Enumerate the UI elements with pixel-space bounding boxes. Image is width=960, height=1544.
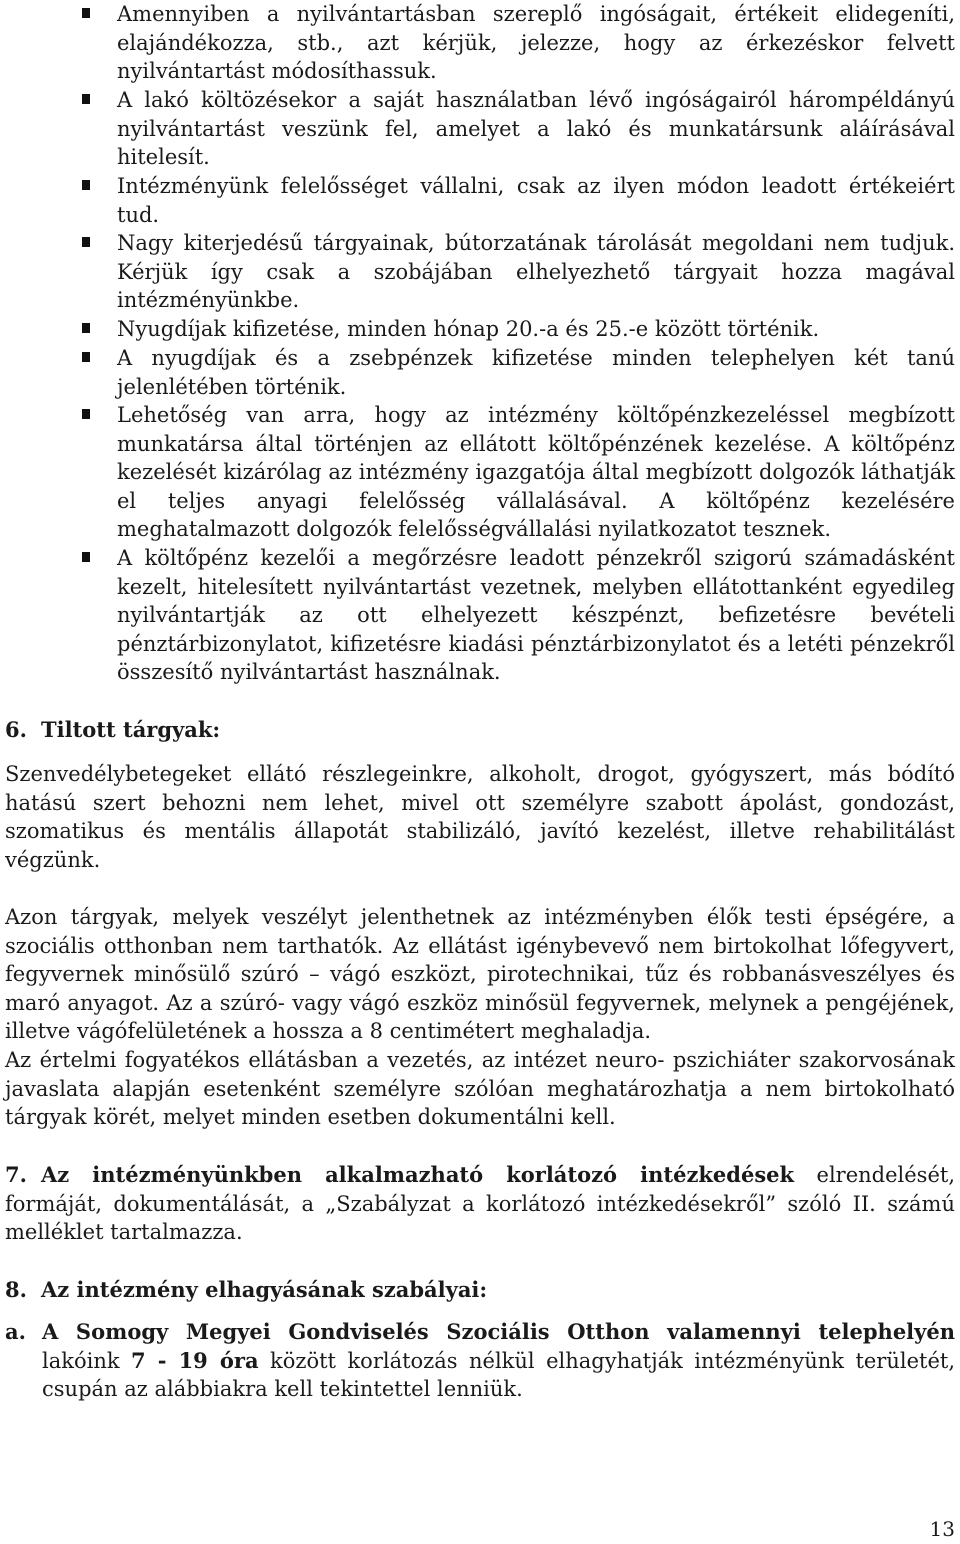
paragraph: Az értelmi fogyatékos ellátásban a vezetés, az intézet neuro- pszichiáter szakorvosának javaslata alapján esetenként személyre szólóan meghatározhatja a nem birtokolható tárgyak körét, melyet minden esetben dokumentálni kell. (5, 1048, 955, 1130)
sub-item-label: a. (5, 1319, 26, 1344)
bold-text: A Somogy Megyei Gondviselés Szociális Otthon valamennyi telephelyén (42, 1319, 955, 1344)
bullet-text: A lakó költözésekor a saját használatban lévő ingóságairól hárompéldányú nyilvántartást veszünk fel, amelyet a lakó és munkatársunk aláírásával hitelesít. (117, 88, 955, 170)
list-item (82, 315, 955, 344)
sub-item-text (42, 1318, 955, 1404)
list-item (82, 544, 955, 687)
list-item (82, 0, 955, 86)
square-bullet-icon (82, 323, 90, 333)
section-number: 6. (5, 717, 27, 742)
paragraph: Szenvedélybetegeket ellátó részlegeinkre, alkoholt, drogot, gyógyszert, más bódító hatású szert behozni nem lehet, mivel ott személyre szabott ápolást, gondozást, szomatikus és mentális állapotát stabilizáló, javító kezelést, illetve rehabilitálást végzünk. (5, 762, 955, 872)
section-6-heading (5, 716, 955, 745)
square-bullet-icon (82, 8, 90, 18)
section-number: 7. (5, 1162, 27, 1187)
section-text: elrendelését, formáját, dokumentálását, a „Szabályzat a korlátozó intézkedésekről” szóló II. számú melléklet tartalmazza. (5, 1163, 955, 1245)
bullet-text: Lehetőség van arra, hogy az intézmény költőpénzkezeléssel megbízott munkatársa által történjen az ellátott költőpénzének kezelése. A költőpénz kezelését kizárólag az intézmény igazgatója által megbízott dolgozók láthatják el teljes anyagi felelősség vállalásával. A költőpénz kezelésére meghatalmazott dolgozók felelősségvállalási nyilatkozatot tesznek. (117, 403, 955, 542)
bold-text: 7 - 19 óra (131, 1347, 259, 1373)
square-bullet-icon (82, 180, 90, 190)
bullet-text: A nyugdíjak és a zsebpénzek kifizetése minden telephelyen két tanú jelenlétében történik. (117, 346, 955, 399)
text: lakóink (42, 1348, 132, 1373)
section-title: Az intézményünkben alkalmazható korlátozó intézkedések (41, 1162, 795, 1187)
square-bullet-icon (82, 352, 90, 362)
bullet-text: Nagy kiterjedésű tárgyainak, bútorzatának tárolását megoldani nem tudjuk. Kérjük így csak a szobájában elhelyezhető tárgyait hozza magával intézményünkbe. (117, 231, 955, 313)
list-item (82, 401, 955, 544)
bullet-text: Intézményünk felelősséget vállalni, csak az ilyen módon leadott értékeiért tud. (117, 174, 955, 227)
section-title: Az intézmény elhagyásának szabályai: (41, 1277, 488, 1302)
list-item (82, 344, 955, 401)
square-bullet-icon (82, 237, 90, 247)
section-number: 8. (5, 1277, 27, 1302)
square-bullet-icon (82, 94, 90, 104)
list-item (82, 172, 955, 229)
sub-item (5, 1318, 955, 1404)
list-item (82, 86, 955, 172)
bullet-text: Nyugdíjak kifizetése, minden hónap 20.-a és 25.-e között történik. (117, 317, 820, 341)
bullet-text: A költőpénz kezelői a megőrzésre leadott pénzekről szigorú számadásként kezelt, hitelesített nyilvántartást vezetnek, melyben ellátottanként egyedileg nyilvántartják az ott elhelyezett készpénzt, befizetésre bevételi pénztárbizonylatot, kifizetésre kiadási pénztárbizonylatot és a letéti pénzekről összesítő nyilvántartást használnak. (117, 546, 955, 685)
paragraph: Azon tárgyak, melyek veszélyt jelenthetnek az intézményben élők testi épségére, a szociális otthonban nem tarthatók. Az ellátást igénybevevő nem birtokolhat lőfegyvert, fegyvernek minősülő szúró – vágó eszközt, pirotechnikai, tűz és robbanásveszélyes és maró anyagot. Az a szúró- vagy vágó eszköz minősül fegyvernek, melynek a pengéjének, illetve vágófelületének a hossza a 8 centimétert meghaladja. (5, 905, 955, 1044)
square-bullet-icon (82, 552, 90, 562)
text: között korlátozás nélkül elhagyhatják intézményünk területét, csupán az alábbiakra kell tekintettel lenniük. (42, 1348, 955, 1402)
section-8-heading (5, 1276, 955, 1305)
section-7-paragraph (5, 1161, 955, 1247)
section-title: Tiltott tárgyak: (41, 717, 221, 742)
square-bullet-icon (82, 409, 90, 419)
page-number: 13 (929, 1517, 955, 1541)
list-item (82, 229, 955, 315)
bullet-text: Amennyiben a nyilvántartásban szereplő ingóságait, értékeit elidegeníti, elajándékozza, stb., azt kérjük, jelezze, hogy az érkezéskor felvett nyilvántartást módosíthassuk. (117, 2, 955, 84)
